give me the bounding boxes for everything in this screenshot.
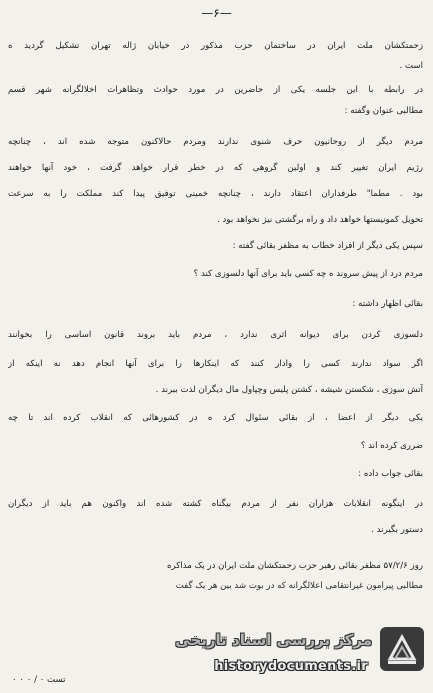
text-line: در اینگونه انقلابات هزاران نفر از مردم بیگناه کشته شده اند واکنون هم باید از دیگران <box>8 499 423 509</box>
watermark-url: historydocuments.ir <box>214 659 368 674</box>
text-line: آتش سوزی ، شکستن شیشه ، کشتن پلیس وچپاول مال دیگران لذت ببرند . <box>155 385 423 395</box>
text-line: مردم دیگر از روحانیون حرف شنوی ندارند ومردم حالاکنون متوجه شده اند ، چنانچه <box>8 137 423 147</box>
text-line: مردم درد از پیش سروند ه چه کسی باید برای آنها دلسوزی کند ؟ <box>193 269 423 279</box>
text-line: مطالبی عنوان وگفته : <box>344 106 423 116</box>
text-line: یکی دیگر از اعضا ، از بقائی سئوال کرد ه در کشورهائی که انقلاب کرده اند تا چه <box>8 413 423 423</box>
text-line: دستور بگیرند . <box>371 525 423 535</box>
watermark-title: مرکز بررسی اسناد تاریخی <box>175 631 372 649</box>
footnote-line: روز ۵۷/۲/۶ مظفر بقائی رهبر حزب زحمتکشان ملت ایران در یک مذاکره <box>167 561 423 571</box>
text-line: در رابطه با این جلسه یکی از حاضرین در مورد حوادث وتظاهرات اخلالگرانه شهر قسم <box>8 85 423 95</box>
page-number: —۶— <box>201 6 232 20</box>
text-line: بقائی اظهار داشته : <box>352 299 423 309</box>
text-line: بود . مطما" طرفداران اعتقاد دارند ، چنانچه خمینی توفیق پیدا کند مملکت را به سرعت <box>8 189 423 199</box>
text-line: دلسوزی کردن برای دیوانه اثری ندارد ، مردم باید بروند قانون اساسی را بخوانند <box>8 330 423 340</box>
text-line: ضرری کرده اند ؟ <box>360 441 423 451</box>
text-line: بقائی جواب داده : <box>358 469 423 479</box>
text-line: سپس یکی دیگر از افراد خطاب به مظفر بقائی گفته : <box>232 241 423 251</box>
text-line: است . <box>399 61 423 71</box>
text-line: رژیم ایران تغییر کند و اولین گروهی که در خطر قرار خواهد گرفت ، خود آنها خواهند <box>8 163 423 173</box>
watermark <box>126 623 426 687</box>
footer-note: تست ۰ / ۰ ۰ ۰ <box>12 675 66 685</box>
text-line: تحویل کمونیستها خواهد داد و راه برگشتی نیز نخواهد بود . <box>217 215 423 225</box>
text-line: زحمتکشان ملت ایران در ساختمان حزب مذکور در خیابان ژاله تهران تشکیل گردید ه <box>8 41 423 51</box>
footnote-line: مطالبی پیرامون غیرانتقامی اعلالگرانه که در بوت شد بین هر یک گفت <box>175 581 423 591</box>
archive-logo-icon <box>378 625 426 673</box>
text-line: اگر سواد ندارند کسی را وادار کنند که اینکارها را برای آنها انجام دهد نه اینکه از <box>8 359 423 369</box>
